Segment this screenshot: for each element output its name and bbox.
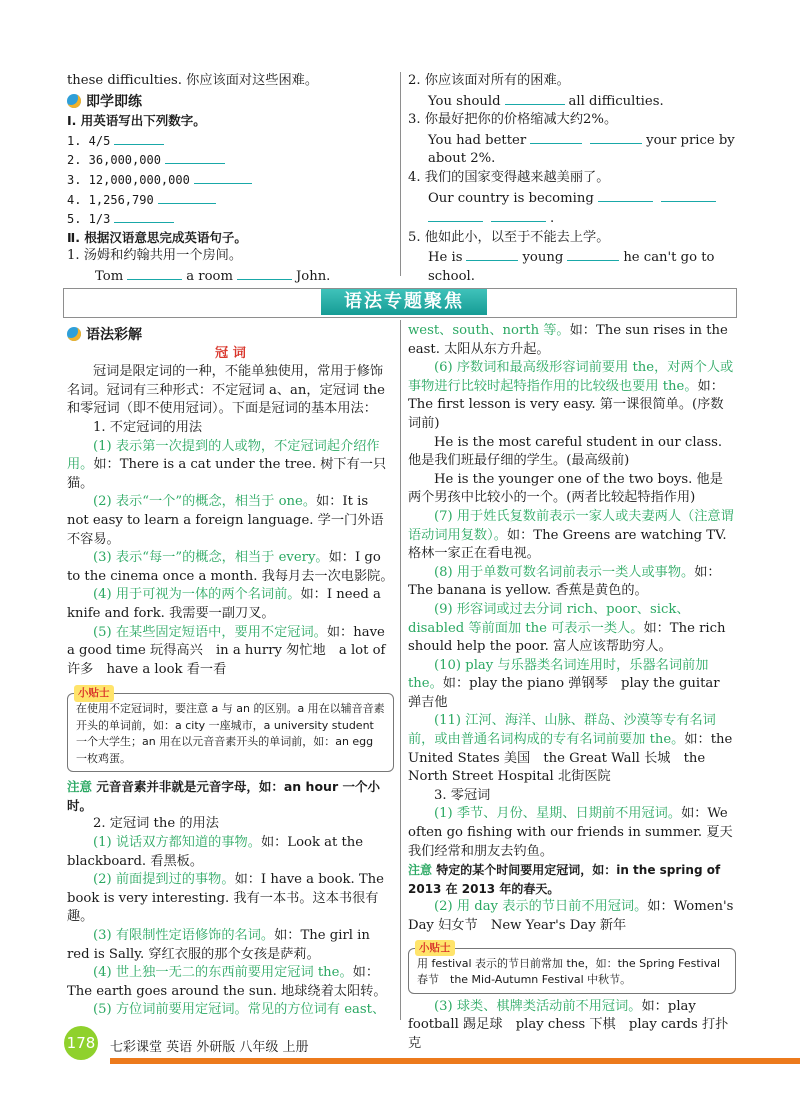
q3-cn: 3. 你最好把你的价格缩减大约2%。 xyxy=(408,112,618,128)
number-item: 1. 4/5 xyxy=(67,131,392,151)
top-left-column xyxy=(67,72,392,287)
answer-blank[interactable] xyxy=(505,91,565,105)
part1-title: Ⅰ. 用英语写出下列数字。 xyxy=(67,113,206,129)
left-column xyxy=(67,326,394,1020)
answer-blank[interactable] xyxy=(530,130,582,144)
rule-item: (6) 序数词和最高级形容词前要用 the，对两个人或事物进行比较时起特指作用的比较级也要用 the。如：The first lesson is very easy. 第一课很简单。(序数词前) xyxy=(408,360,734,431)
rule-item: (4) 用于可视为一体的两个名词前。如：I need a knife and fork. 我需要一副刀叉。 xyxy=(67,587,381,621)
answer-blank[interactable] xyxy=(114,209,174,223)
part2-title: Ⅱ. 根据汉语意思完成英语句子。 xyxy=(67,229,247,245)
top-right-column xyxy=(408,72,736,287)
rule-item: (1) 表示第一次提到的人或物，不定冠词起介绍作用。如：There is a cat under the tree. 树下有一只猫。 xyxy=(67,438,387,491)
tip-box xyxy=(408,941,736,994)
q5-en2: school. xyxy=(428,268,475,284)
number-item: 3. 12,000,000,000 xyxy=(67,170,392,190)
rule-item: west、south、north 等。如：The sun rises in the east. 太阳从东方升起。 xyxy=(408,323,728,357)
main-divider xyxy=(400,320,401,1020)
q3-en: You had better your price by xyxy=(408,130,736,151)
right-column xyxy=(408,322,736,1053)
answer-blank[interactable] xyxy=(127,266,182,280)
answer-blank[interactable] xyxy=(567,247,619,261)
pin-icon xyxy=(67,327,81,341)
answer-blank[interactable] xyxy=(165,150,225,164)
carryover-line: these difficulties. 你应该面对这些困难。 xyxy=(67,73,319,88)
subheading-2: 2. 定冠词 the 的用法 xyxy=(93,816,219,832)
subheading-1: 1. 不定冠词的用法 xyxy=(93,419,203,435)
footer-bar xyxy=(110,1058,800,1064)
note: 注意 元音音素并非就是元音字母，如：an hour 一个小时。 xyxy=(67,779,380,813)
book-title: 七彩课堂 英语 外研版 八年级 上册 xyxy=(110,1040,309,1055)
q1-en: Tom a room John. xyxy=(67,266,392,287)
answer-blank[interactable] xyxy=(194,170,252,184)
q3-en2: about 2%. xyxy=(428,151,496,167)
rule-item: (9) 形容词或过去分词 rich、poor、sick、disabled 等前面加 the 可表示一类人。如：The rich should help the poor. 富人应该帮助穷人。 xyxy=(408,601,726,655)
rule-item: (3) 有限制性定语修饰的名词。如：The girl in red is Sally. 穿红衣服的那个女孩是萨莉。 xyxy=(67,928,370,962)
rule-item: (1) 季节、月份、星期、日期前不用冠词。如：We often go fishing with our friends in summer. 夏天我们经常和朋友去钓鱼。 xyxy=(408,806,733,859)
rule-item: (1) 说话双方都知道的事物。如：Look at the blackboard. 看黑板。 xyxy=(67,835,364,869)
rule-item: (3) 球类、棋牌类活动前不用冠词。如：play football 踢足球 play chess 下棋 play cards 打扑克 xyxy=(408,998,729,1051)
rule-item: (8) 用于单数可数名词前表示一类人或事物。如：The banana is yellow. 香蕉是黄色的。 xyxy=(408,564,721,599)
rule-item: (11) 江河、海洋、山脉、群岛、沙漠等专有名词前，或由普通名词构成的专有名词前要加 the。如：the United States 美国 the Great Wall 长城 the North Street Hospital 北街医院 xyxy=(408,713,733,785)
q1-cn: 1. 汤姆和约翰共用一个房间。 xyxy=(67,248,243,264)
number-item: 4. 1,256,790 xyxy=(67,190,392,210)
intro-paragraph: 冠词是限定词的一种，不能单独使用，常用于修饰名词。冠词有三种形式：不定冠词 a、an，定冠词 the 和零冠词（即不使用冠词）。下面是冠词的基本用法： xyxy=(67,364,385,417)
answer-blank[interactable] xyxy=(590,130,642,144)
rule-item: (3) 表示“每一”的概念，相当于 every。如：I go to the cinema once a month. 我每月去一次电影院。 xyxy=(67,550,394,584)
number-item: 2. 36,000,000 xyxy=(67,150,392,170)
section-banner xyxy=(63,288,737,318)
answer-blank[interactable] xyxy=(237,266,292,280)
number-item: 5. 1/3 xyxy=(67,209,392,229)
q5-cn: 5. 他如此小，以至于不能去上学。 xyxy=(408,229,610,245)
rule-item: (7) 用于姓氏复数前表示一家人或夫妻两人（注意谓语动词用复数）。如：The Greens are watching TV. 格林一家正在看电视。 xyxy=(408,508,734,562)
tip-text: 在使用不定冠词时，要注意 a 与 an 的区别。a 用在以辅音音素开头的单词前，如：a city 一座城市，a university student 一个大学生；an 用在以元音音素开头的单词前，如：an egg 一枚鸡蛋。 xyxy=(76,702,385,765)
example: He is the most careful student in our class. 他是我们班最仔细的学生。(最高级前) xyxy=(408,434,723,469)
page-number: 178 xyxy=(64,1026,98,1060)
q2-cn: 2. 你应该面对所有的困难。 xyxy=(408,73,570,88)
rule-item: (2) 前面提到过的事物。如：I have a book. The book is very interesting. 我有一本书。这本书很有趣。 xyxy=(67,872,384,925)
subheading-3: 3. 零冠词 xyxy=(434,787,491,803)
rule-item: (10) play 与乐器类名词连用时，乐器名词前加 the。如：play the piano 弹钢琴 play the guitar 弹吉他 xyxy=(408,657,720,710)
answer-blank[interactable] xyxy=(428,208,483,222)
tip-box xyxy=(67,687,394,772)
q4-en2: . xyxy=(408,208,736,229)
note: 注意 特定的某个时间要用定冠词，如：in the spring of 2013 在 2013 年的春天。 xyxy=(408,863,721,896)
q5-en: He is young he can't go to xyxy=(408,247,736,268)
q4-en: Our country is becoming xyxy=(408,188,736,209)
q4-cn: 4. 我们的国家变得越来越美丽了。 xyxy=(408,169,610,185)
tip-text: 用 festival 表示的节日前常加 the，如：the Spring Festival 春节 the Mid-Autumn Festival 中秋节。 xyxy=(417,956,721,987)
tip-label: 小贴士 xyxy=(74,685,114,702)
example: He is the younger one of the two boys. 他是两个男孩中比较小的一个。(两者比较起特指作用) xyxy=(408,471,723,506)
answer-blank[interactable] xyxy=(661,188,716,202)
answer-blank[interactable] xyxy=(466,247,518,261)
rule-item: (2) 表示“一个”的概念，相当于 one。如：It is not easy to learn a foreign language. 学一门外语不容易。 xyxy=(67,494,384,547)
pin-icon xyxy=(67,94,81,108)
banner-title: 语法专题聚焦 xyxy=(321,289,487,315)
top-divider xyxy=(400,72,401,276)
rule-item: (4) 世上独一无二的东西前要用定冠词 the。如：The earth goes around the sun. 地球绕着太阳转。 xyxy=(67,965,387,999)
practice-heading: 即学即练 xyxy=(67,93,392,112)
answer-blank[interactable] xyxy=(598,188,653,202)
answer-blank[interactable] xyxy=(114,131,164,145)
article-title: 冠 词 xyxy=(215,345,246,361)
rule-item: (5) 在某些固定短语中，要用不定冠词。如：have a good time 玩得高兴 in a hurry 匆忙地 a lot of 许多 have a look 看一看 xyxy=(67,624,386,677)
rule-item: (2) 用 day 表示的节日前不用冠词。如：Women's Day 妇女节 New Year's Day 新年 xyxy=(408,899,734,933)
answer-blank[interactable] xyxy=(491,208,546,222)
answer-blank[interactable] xyxy=(158,190,216,204)
q2-en: You should all difficulties. xyxy=(408,91,736,112)
grammar-heading: 语法彩解 xyxy=(67,326,394,345)
rule-item: (5) 方位词前要用定冠词。常见的方位词有 east、 xyxy=(93,1002,386,1018)
tip-label: 小贴士 xyxy=(415,940,455,957)
